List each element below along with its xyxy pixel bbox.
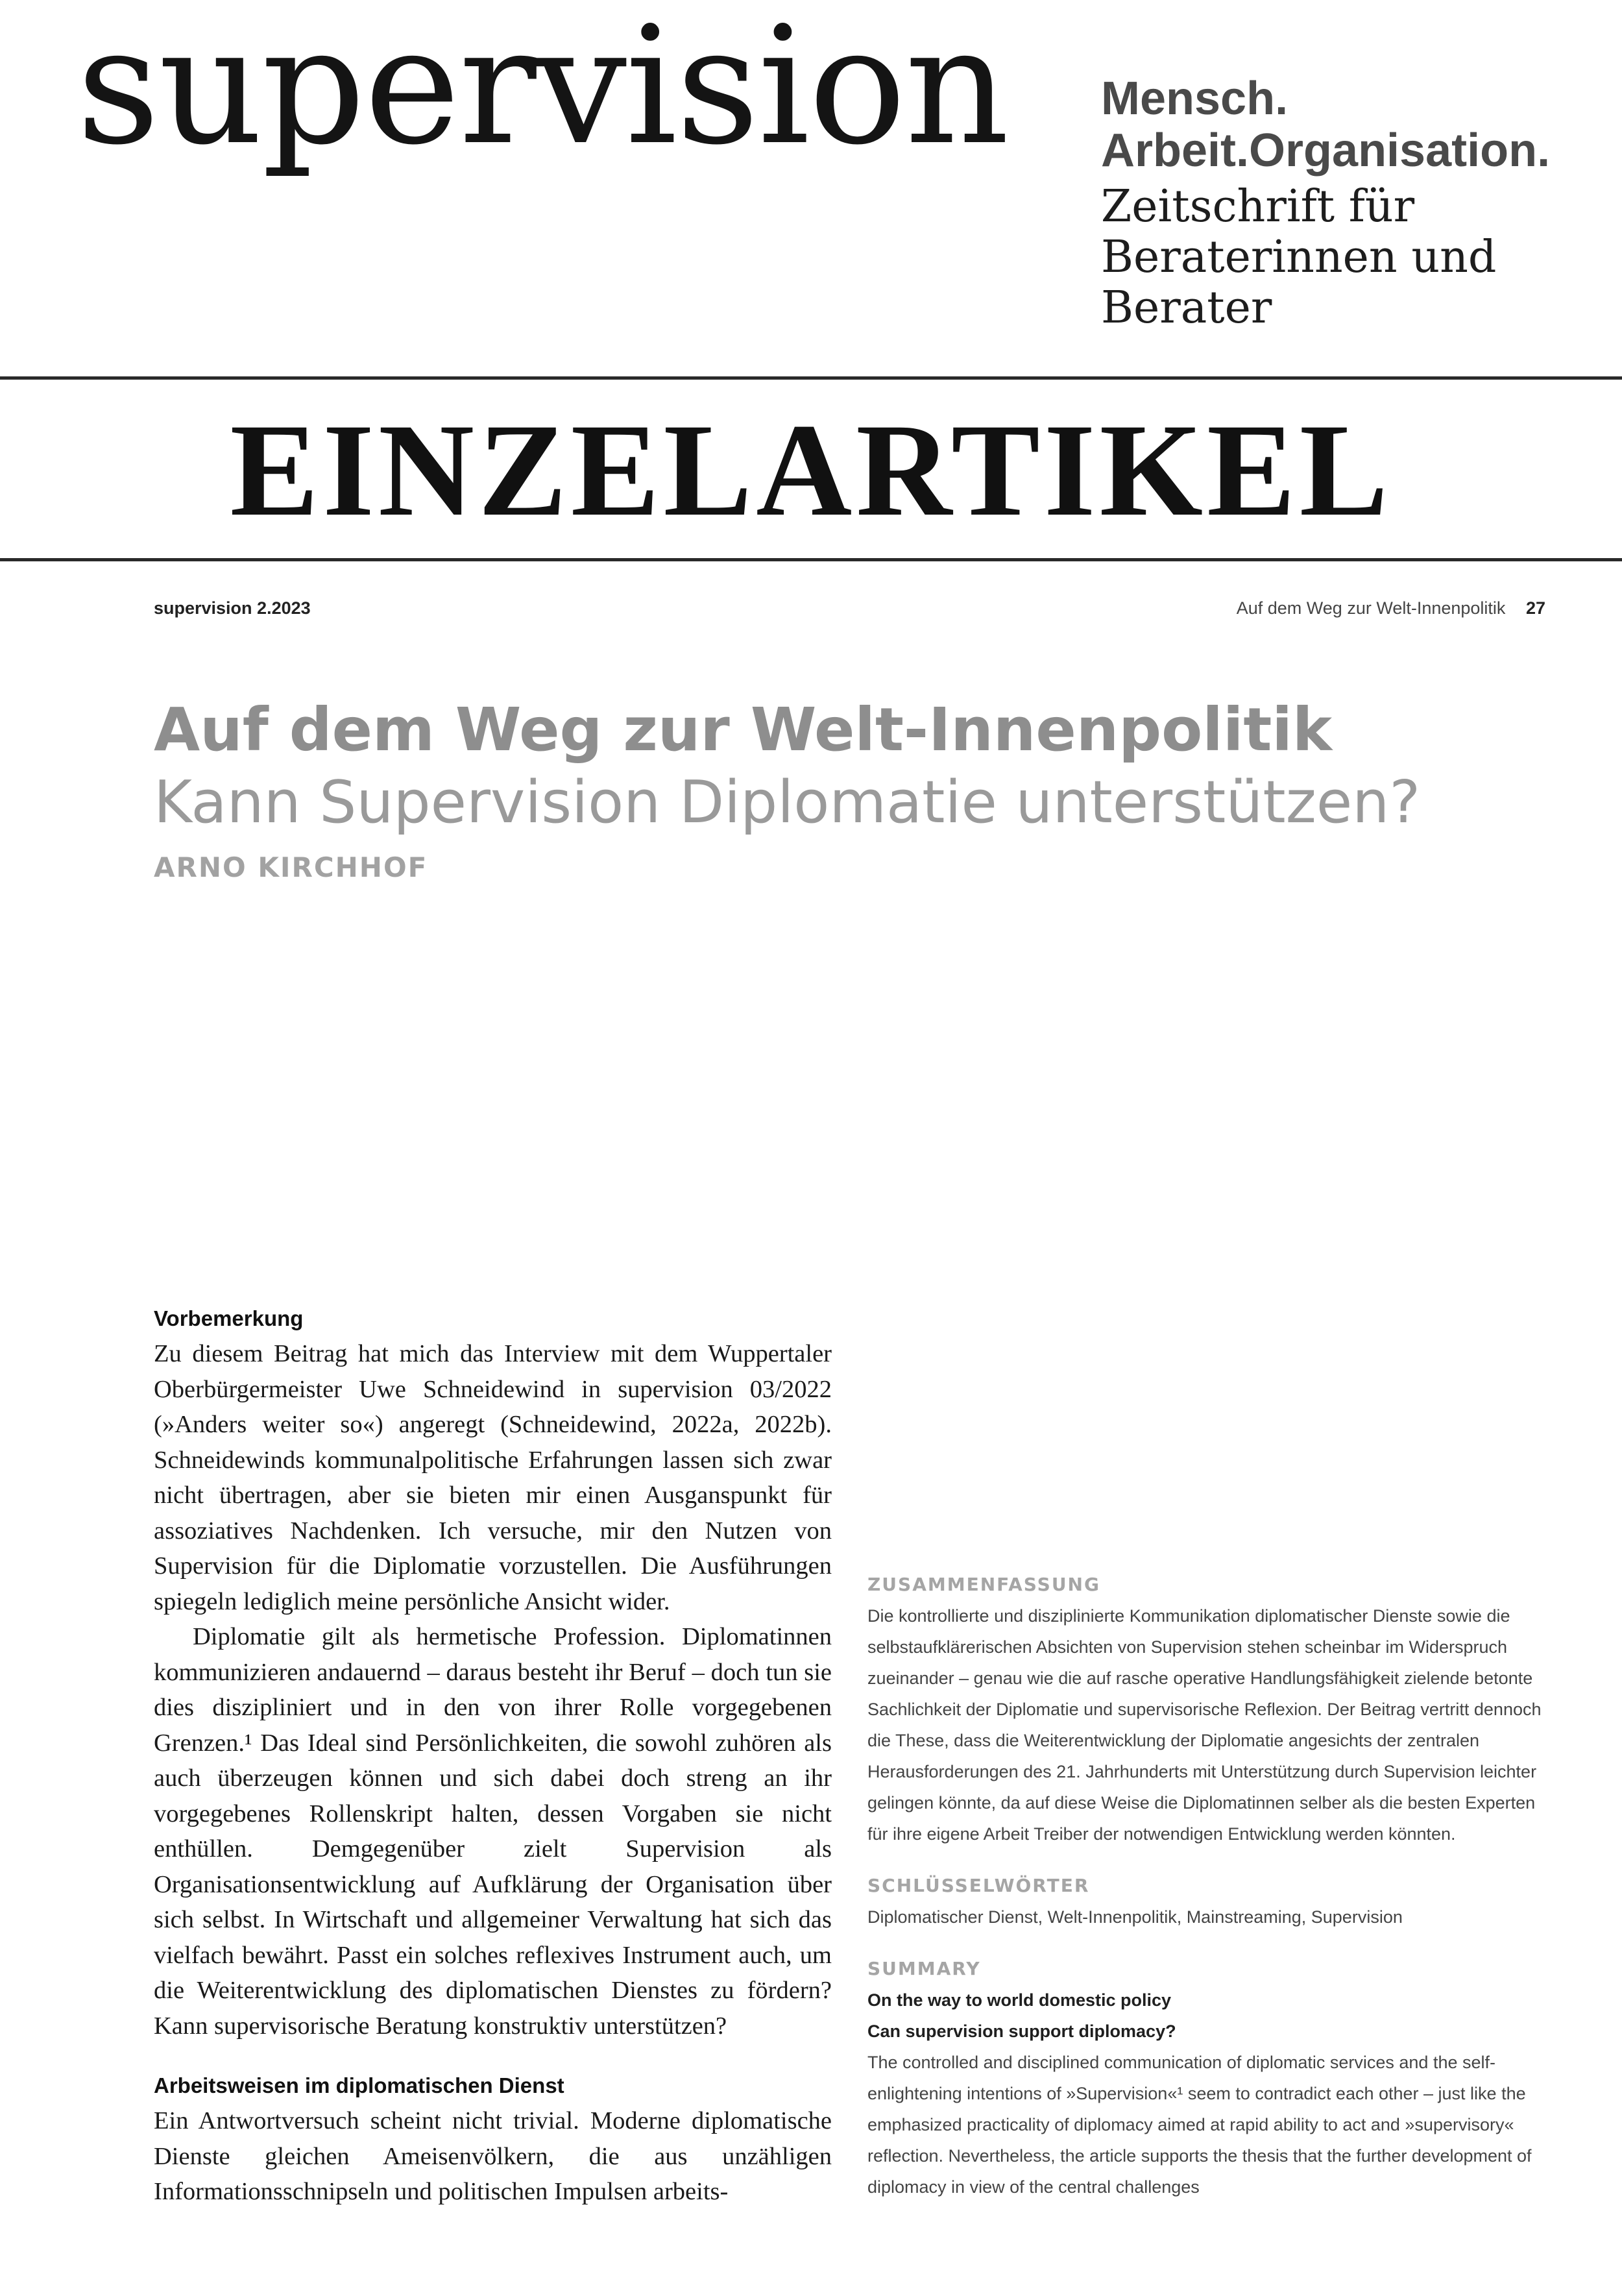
- article-subtitle: Kann Supervision Diplomatie unterstützen?: [154, 768, 1421, 837]
- section-heading: Vorbemerkung: [154, 1306, 304, 1330]
- running-header-issue: supervision 2.2023: [154, 598, 311, 618]
- journal-logo: supervision: [77, 0, 1008, 180]
- divider-bottom: [0, 558, 1622, 561]
- abstract-label: ZUSAMMENFASSUNG: [867, 1574, 1100, 1595]
- keywords-text: Diplomatischer Dienst, Welt-Innenpolitik, Mainstreaming, Supervision: [867, 1907, 1403, 1927]
- body-column: [154, 1301, 832, 2210]
- subtagline-line: Berater: [1101, 282, 1272, 334]
- summary-subtitle: Can supervision support diplomacy?: [867, 2021, 1176, 2041]
- tagline-line: Mensch.: [1101, 73, 1289, 125]
- summary-label: SUMMARY: [867, 1958, 981, 1979]
- running-header-right: [1237, 598, 1545, 618]
- running-header-title: Auf dem Weg zur Welt-Innenpolitik: [1236, 598, 1506, 618]
- document-type-banner: EINZELARTIKEL: [230, 397, 1392, 544]
- abstract-column: [867, 1569, 1549, 2203]
- journal-subtagline: [1101, 182, 1594, 334]
- journal-tagline: [1101, 73, 1594, 177]
- abstract-text: Die kontrollierte und disziplinierte Kommunikation diplomatischer Dienste sowie die selbstaufklärerischen Absichten von Supervision stehen scheinbar im Widerspruch zueinander – genau wie die auf rasche operative Handlungsfähigkeit zielende betonte Sachlichkeit der Diplomatie und supervisorische Reflexion. Der Beitrag vertritt dennoch die These, dass die Weiterentwicklung der Diplomatie angesichts der zentralen Herausforderungen des 21. Jahrhunderts mit Unterstützung durch Supervision leichter gelingen könnte, da auf diese Weise die Diplomatinnen selber als die besten Experten für ihre eigene Arbeit Treiber der notwendigen Entwicklung werden könnten.: [867, 1606, 1542, 1844]
- keywords-label: SCHLÜSSELWÖRTER: [867, 1875, 1090, 1896]
- subtagline-line: Zeitschrift für: [1101, 181, 1415, 232]
- summary-text: The controlled and disciplined communication of diplomatic services and the self-enlightening intentions of »Supervision«¹ seem to contradict each other – just like the emphasized practicality of diplomacy aimed at rapid ability to act and »supervisory« reflection. Nevertheless, the article supports the thesis that the further development of diplomacy in view of the central challenges: [867, 2053, 1532, 2197]
- body-paragraph: Zu diesem Beitrag hat mich das Interview mit dem Wuppertaler Oberbürgermeister Uwe Schneidewind in supervision 03/2022 (»Anders weiter so«) angeregt (Schneidewind, 2022a, 2022b). Schneidewinds kommunalpolitische Erfahrungen lassen sich zwar nicht übertragen, aber sie bieten mir einen Ausganspunkt für assoziatives Nachdenken. Ich versuche, mir den Nutzen von Supervision für die Diplomatie vorzustellen. Die Ausführungen spiegeln lediglich meine persönliche Ansicht wider.: [154, 1340, 832, 1615]
- tagline-line: Arbeit.Organisation.: [1101, 125, 1551, 177]
- subtagline-line: Beraterinnen und: [1101, 232, 1497, 283]
- section-heading: Arbeitsweisen im diplomatischen Dienst: [154, 2073, 564, 2097]
- divider-top: [0, 376, 1622, 380]
- article-author: ARNO KIRCHHOF: [154, 851, 428, 883]
- body-paragraph: Diplomatie gilt als hermetische Profession. Diplomatinnen kommunizieren andauernd – daraus besteht ihr Beruf – doch tun sie dies diszipliniert und in den von ihrer Rolle vorgegebenen Grenzen.¹ Das Ideal sind Persönlichkeiten, die sowohl zuhören als auch überzeugen können und sich dabei doch streng an ihr vorgegebenes Rollenskript halten, dessen Vorgaben sie nicht enthüllen. Demgegenüber zielt Supervision als Organisationsentwicklung auf Aufklärung der Organisation über sich selbst. In Wirtschaft und allgemeiner Verwaltung hat sich das vielfach bewährt. Passt ein solches reflexives Instrument auch, um die Weiterentwicklung des diplomatischen Dienstes zu fördern? Kann supervisorische Beratung konstruktiv unterstützen?: [154, 1623, 832, 2040]
- summary-title: On the way to world domestic policy: [867, 1990, 1172, 2010]
- article-title: Auf dem Weg zur Welt-Innenpolitik: [154, 695, 1333, 764]
- body-paragraph: Ein Antwortversuch scheint nicht trivial. Moderne diplomatische Dienste gleichen Ameisenvölkern, die aus unzähligen Informationsschnipseln und politischen Impulsen arbeits-: [154, 2107, 832, 2205]
- page-number: 27: [1525, 598, 1545, 618]
